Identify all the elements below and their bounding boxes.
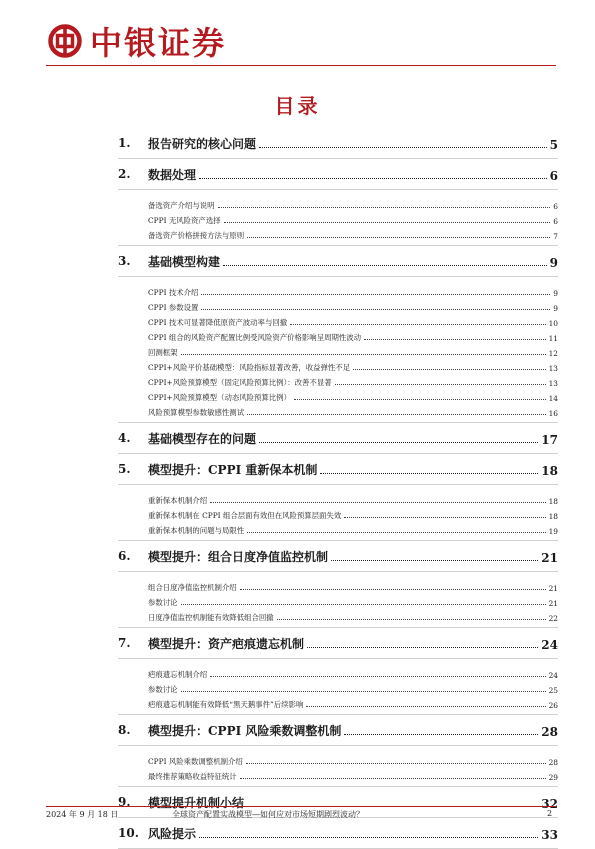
toc-title: 目录 (274, 94, 321, 118)
toc-subsection[interactable] (148, 506, 558, 521)
toc-leader-dots (306, 706, 545, 707)
toc-leader-dots (290, 324, 545, 325)
toc-subsection-title: 备选资产介绍与说明 (148, 201, 215, 210)
footer-report-title: 全球资产配置实战模型—如何应对市场短期剧烈波动？ (172, 810, 364, 819)
toc-section-page: 33 (541, 827, 558, 842)
toc-subsection-title: 组合日度净值监控机制介绍 (148, 583, 237, 592)
toc-leader-dots (335, 384, 546, 385)
toc-section-title: 模型提升：CPPI 风险乘数调整机制 (148, 723, 342, 738)
toc-leader-dots (331, 560, 538, 561)
toc-leader-dots (199, 178, 547, 179)
toc-subsection[interactable] (148, 695, 558, 710)
toc-subsection[interactable] (148, 211, 558, 226)
toc-subsection[interactable] (148, 593, 558, 608)
toc-subsection-list (118, 659, 558, 715)
toc-section[interactable] (118, 128, 558, 159)
toc-section[interactable] (118, 628, 558, 659)
toc-section-title: 报告研究的核心问题 (148, 136, 257, 151)
toc-leader-dots (224, 222, 551, 223)
toc-subsection[interactable] (148, 226, 558, 241)
page-header (0, 0, 595, 70)
toc-subsection-title: CPPI 参数设置 (148, 303, 199, 312)
toc-subsection-title: 重新保本机制的问题与局限性 (148, 526, 245, 535)
toc-leader-dots (259, 147, 547, 148)
toc-subsection-page: 12 (548, 349, 558, 358)
toc-section-page: 5 (549, 137, 558, 152)
toc-subsection[interactable] (148, 358, 558, 373)
brand-name: 中银证券 (90, 24, 227, 62)
toc-section-title: 模型提升：CPPI 重新保本机制 (148, 462, 318, 477)
toc-subsection-page: 6 (553, 217, 558, 226)
toc-subsection-page: 21 (548, 599, 558, 608)
toc-subsection[interactable] (148, 403, 558, 418)
toc-subsection-list (118, 190, 558, 246)
toc-subsection-title: CPPI+风险预算模型（固定风险预算比例）：改善不显著 (148, 378, 332, 387)
toc-subsection-page: 9 (553, 304, 558, 313)
toc-leader-dots (247, 532, 546, 533)
toc-subsection-page: 9 (553, 289, 558, 298)
toc-subsection-page: 26 (548, 701, 558, 710)
toc-subsection-title: 最终推荐策略收益特征统计 (148, 772, 237, 781)
toc-subsection[interactable] (148, 665, 558, 680)
toc-section-number: 7. (118, 636, 131, 650)
toc-section-page: 32 (541, 796, 558, 811)
toc-leader-dots (223, 265, 547, 266)
toc-leader-dots (199, 837, 538, 838)
toc-subsection-page: 18 (548, 512, 558, 521)
toc-leader-dots (247, 414, 546, 415)
toc-leader-dots (294, 399, 546, 400)
toc-subsection-title: 日度净值监控机制能有效降低组合回撤 (148, 613, 274, 622)
toc-subsection-page: 14 (548, 394, 558, 403)
toc-section[interactable] (118, 159, 558, 190)
toc-section-number: 10. (118, 826, 139, 840)
toc-section-page: 24 (541, 637, 558, 652)
toc-subsection-title: 备选资产价格拼接方法与原则 (148, 231, 245, 240)
bank-of-china-logo-icon (48, 24, 82, 58)
toc-subsection-page: 24 (548, 671, 558, 680)
toc-subsection-title: CPPI 技术可显著降低原资产波动率与回撤 (148, 318, 288, 327)
toc-subsection-title: CPPI 组合的风险资产配置比例受风险资产价格影响呈周期性波动 (148, 333, 362, 342)
toc-leader-dots (210, 676, 545, 677)
toc-subsection-page: 6 (553, 202, 558, 211)
footer-page-number: 2 (547, 809, 553, 818)
toc-subsection[interactable] (148, 298, 558, 313)
toc-subsection-title: 回测框架 (148, 348, 178, 357)
toc-subsection[interactable] (148, 521, 558, 536)
toc-subsection-page: 11 (548, 334, 558, 343)
toc-leader-dots (344, 734, 538, 735)
toc-subsection-title: CPPI 技术介绍 (148, 288, 199, 297)
toc-subsection[interactable] (148, 313, 558, 328)
toc-subsection-title: 参数讨论 (148, 685, 178, 694)
toc-section-title: 基础模型存在的问题 (148, 431, 257, 446)
toc-section-page: 28 (541, 724, 558, 739)
toc-subsection-title: CPPI+风险预算模型（动态风险预算比例） (148, 393, 291, 402)
toc-subsection-page: 21 (548, 584, 558, 593)
toc-subsection[interactable] (148, 578, 558, 593)
toc-section[interactable] (118, 423, 558, 454)
table-of-contents (118, 128, 558, 849)
toc-subsection-page: 29 (548, 773, 558, 782)
toc-leader-dots (201, 294, 550, 295)
toc-leader-dots (247, 237, 550, 238)
toc-leader-dots (246, 763, 546, 764)
toc-subsection[interactable] (148, 608, 558, 623)
toc-section-page: 18 (541, 463, 558, 478)
toc-leader-dots (181, 691, 546, 692)
toc-section-page: 6 (549, 168, 558, 183)
toc-section-number: 5. (118, 462, 131, 476)
toc-section-page: 21 (541, 550, 558, 565)
toc-section-title: 模型提升：组合日度净值监控机制 (148, 549, 329, 564)
toc-section[interactable] (118, 246, 558, 277)
toc-subsection[interactable] (148, 343, 558, 358)
toc-leader-dots (218, 207, 551, 208)
toc-section[interactable] (118, 715, 558, 746)
toc-leader-dots (320, 473, 538, 474)
toc-subsection[interactable] (148, 373, 558, 388)
toc-leader-dots (259, 442, 538, 443)
toc-subsection[interactable] (148, 196, 558, 211)
toc-section-number: 3. (118, 254, 131, 268)
toc-section-page: 17 (541, 432, 558, 447)
toc-subsection[interactable] (148, 767, 558, 782)
toc-subsection-title: 重新保本机制在 CPPI 组合层面有效但在风险预算层面失效 (148, 511, 342, 520)
toc-section-title: 模型提升机制小结 (148, 795, 245, 810)
toc-subsection-title: 疤痕遗忘机制能有效降低“黑天鹅事件”后续影响 (148, 700, 304, 709)
toc-leader-dots (181, 354, 546, 355)
toc-subsection-page: 16 (548, 409, 558, 418)
toc-subsection-page: 13 (548, 379, 558, 388)
toc-section[interactable] (118, 541, 558, 572)
toc-leader-dots (277, 619, 546, 620)
toc-subsection-title: CPPI+风险平价基础模型：风险指标显著改善，收益弹性不足 (148, 363, 351, 372)
toc-section-title: 基础模型构建 (148, 254, 221, 269)
toc-subsection-list (118, 277, 558, 423)
toc-leader-dots (353, 369, 546, 370)
toc-subsection-title: 疤痕遗忘机制介绍 (148, 670, 208, 679)
toc-leader-dots (240, 589, 546, 590)
toc-section-number: 1. (118, 136, 131, 150)
toc-leader-dots (364, 339, 546, 340)
toc-section-number: 8. (118, 723, 131, 737)
toc-section-title: 风险提示 (148, 826, 197, 841)
toc-leader-dots (307, 647, 538, 648)
toc-section[interactable] (118, 818, 558, 849)
toc-subsection-list (118, 485, 558, 541)
toc-subsection-page: 18 (548, 497, 558, 506)
footer-date: 2024 年 9 月 18 日 (46, 810, 119, 819)
toc-leader-dots (240, 778, 546, 779)
toc-subsection-title: 参数讨论 (148, 598, 178, 607)
toc-leader-dots (181, 604, 546, 605)
toc-section[interactable] (118, 454, 558, 485)
toc-subsection-page: 13 (548, 364, 558, 373)
toc-subsection-title: 重新保本机制介绍 (148, 496, 208, 505)
toc-section-number: 2. (118, 167, 131, 181)
toc-subsection[interactable] (148, 283, 558, 298)
toc-section-number: 6. (118, 549, 131, 563)
toc-subsection-page: 7 (553, 232, 558, 241)
toc-subsection-title: 风险预算模型参数敏感性测试 (148, 408, 245, 417)
toc-subsection-page: 25 (548, 686, 558, 695)
toc-subsection-page: 19 (548, 527, 558, 536)
toc-subsection[interactable] (148, 388, 558, 403)
toc-subsection[interactable] (148, 680, 558, 695)
toc-subsection[interactable] (148, 752, 558, 767)
toc-subsection-page: 28 (548, 758, 558, 767)
footer-divider (46, 806, 556, 807)
toc-subsection-list (118, 572, 558, 628)
toc-subsection[interactable] (148, 328, 558, 343)
toc-section-page: 9 (549, 255, 558, 270)
toc-subsection-page: 10 (548, 319, 558, 328)
toc-leader-dots (344, 517, 545, 518)
toc-section-title: 数据处理 (148, 167, 197, 182)
toc-subsection-page: 22 (548, 614, 558, 623)
toc-subsection-list (118, 746, 558, 787)
toc-subsection[interactable] (148, 491, 558, 506)
toc-section-number: 4. (118, 431, 131, 445)
toc-subsection-title: CPPI 风险乘数调整机制介绍 (148, 757, 243, 766)
toc-subsection-title: CPPI 无风险资产选择 (148, 216, 221, 225)
toc-leader-dots (210, 502, 545, 503)
header-divider (46, 65, 556, 66)
toc-section-title: 模型提升：资产疤痕遗忘机制 (148, 636, 305, 651)
toc-section-number: 9. (118, 795, 131, 809)
toc-leader-dots (201, 309, 550, 310)
